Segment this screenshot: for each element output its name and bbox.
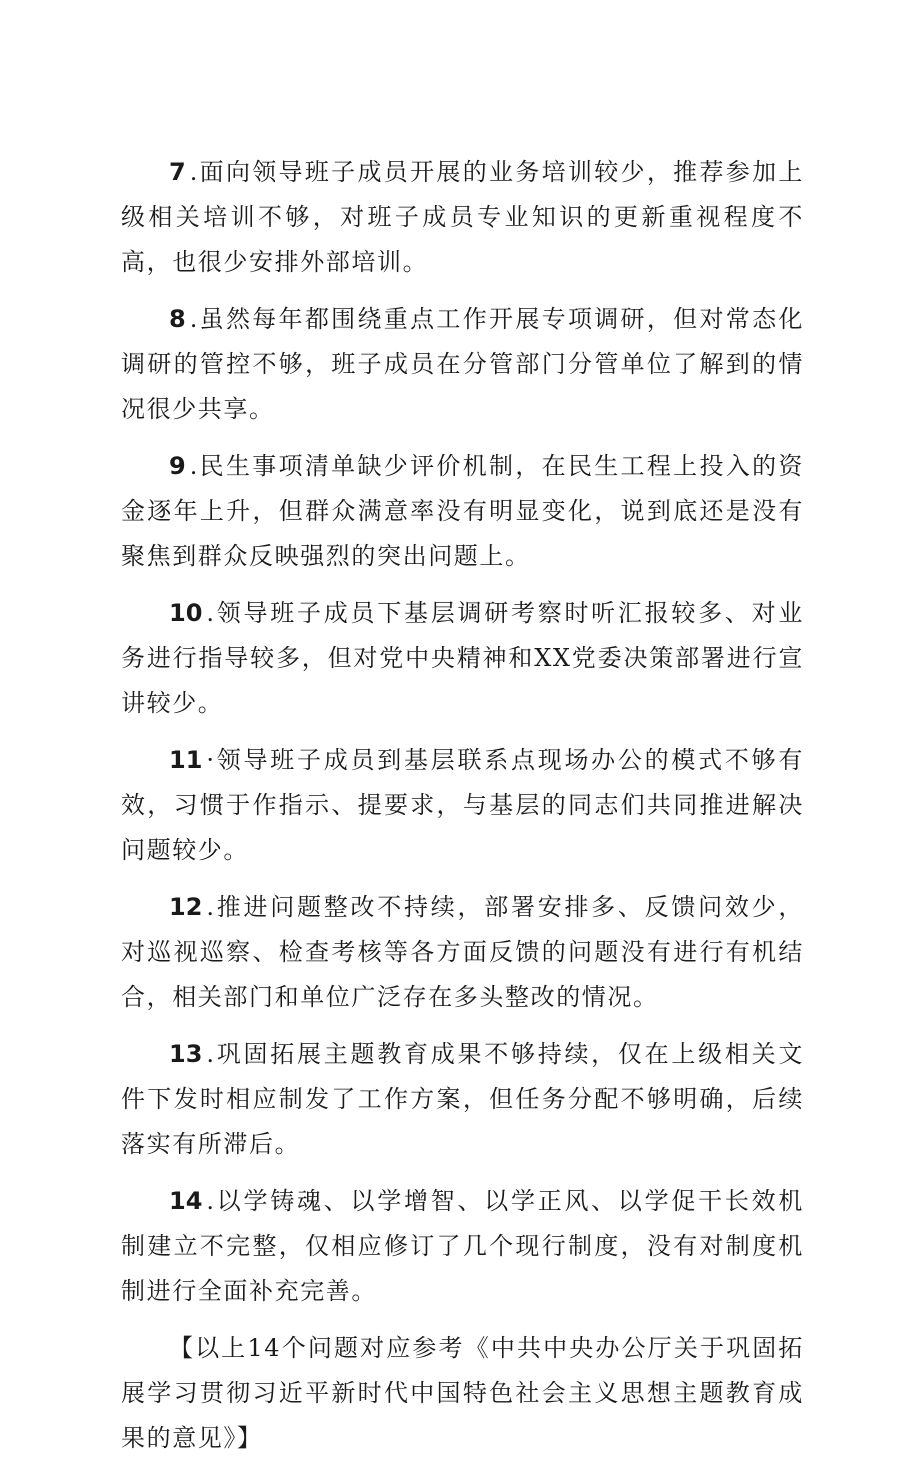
item-14	[121, 1179, 804, 1314]
item-number: 14	[169, 1187, 203, 1215]
item-text: .以学铸魂、以学增智、以学正风、以学促干长效机制建立不完整，仅相应修订了几个现行制度，没有对制度机制进行全面补充完善。	[121, 1187, 804, 1305]
item-number: 11	[169, 746, 203, 774]
item-13	[121, 1032, 804, 1167]
item-text: .领导班子成员下基层调研考察时听汇报较多、对业务进行指导较多，但对党中央精神和XX党委决策部署进行宣讲较少。	[121, 599, 804, 717]
item-number: 7	[169, 158, 186, 186]
item-number: 13	[169, 1040, 203, 1068]
item-9	[121, 444, 804, 579]
item-7	[121, 150, 804, 285]
item-number: 12	[169, 893, 203, 921]
item-8	[121, 297, 804, 432]
item-text: ·领导班子成员到基层联系点现场办公的模式不够有效，习惯于作指示、提要求，与基层的同志们共同推进解决问题较少。	[121, 746, 804, 864]
item-12	[121, 885, 804, 1020]
item-11	[121, 738, 804, 873]
item-text: .虽然每年都围绕重点工作开展专项调研，但对常态化调研的管控不够，班子成员在分管部门分管单位了解到的情况很少共享。	[121, 305, 804, 423]
item-text: .面向领导班子成员开展的业务培训较少，推荐参加上级相关培训不够，对班子成员专业知识的更新重视程度不高，也很少安排外部培训。	[121, 158, 804, 276]
item-text: .巩固拓展主题教育成果不够持续，仅在上级相关文件下发时相应制发了工作方案，但任务分配不够明确，后续落实有所滞后。	[121, 1040, 804, 1158]
reference-note: 【以上14个问题对应参考《中共中央办公厅关于巩固拓展学习贯彻习近平新时代中国特色社会主义思想主题教育成果的意见》】	[121, 1334, 804, 1452]
item-text: .民生事项清单缺少评价机制，在民生工程上投入的资金逐年上升，但群众满意率没有明显变化，说到底还是没有聚焦到群众反映强烈的突出问题上。	[121, 452, 804, 570]
item-number: 10	[169, 599, 203, 627]
item-text: .推进问题整改不持续，部署安排多、反馈问效少，对巡视巡察、检查考核等各方面反馈的问题没有进行有机结合，相关部门和单位广泛存在多头整改的情况。	[121, 893, 804, 1011]
item-number: 9	[169, 452, 186, 480]
item-10	[121, 591, 804, 726]
item-number: 8	[169, 305, 186, 333]
